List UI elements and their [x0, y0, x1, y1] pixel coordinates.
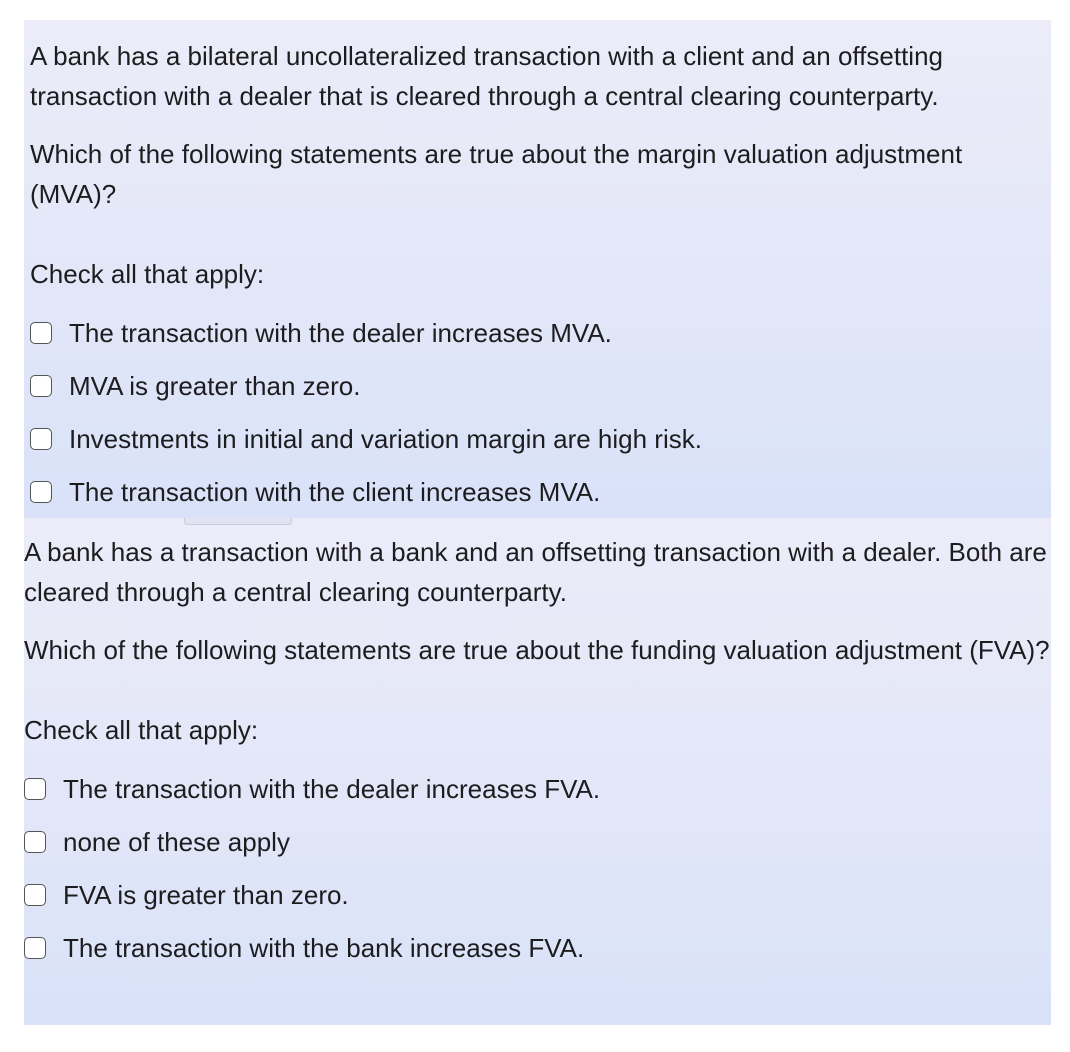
checkbox[interactable] [24, 831, 46, 853]
question-1-scenario: A bank has a bilateral uncollateralized transaction with a client and an offsetting transaction with a dealer that is cleared through a central clearing counterparty. [30, 41, 943, 111]
option-label: Investments in initial and variation margin are high risk. [69, 423, 702, 454]
question-1-options [30, 306, 1045, 518]
question-2-panel [24, 518, 1051, 1025]
checkbox[interactable] [24, 937, 46, 959]
question-2-scenario: A bank has a transaction with a bank and an offsetting transaction with a dealer. Both are cleared through a central clearing counterparty. [24, 537, 1047, 607]
question-1-option-2[interactable] [30, 359, 1045, 412]
panel-divider-tab [184, 518, 292, 525]
question-2-prompt: Which of the following statements are true about the funding valuation adjustment (FVA)? [24, 635, 1050, 665]
question-1-option-3[interactable] [30, 412, 1045, 465]
checkbox[interactable] [24, 884, 46, 906]
question-1-prompt: Which of the following statements are true about the margin valuation adjustment (MVA)? [30, 139, 963, 209]
checkbox[interactable] [30, 375, 52, 397]
checkbox[interactable] [24, 778, 46, 800]
question-2-option-1[interactable] [24, 762, 1051, 815]
question-1-instruction: Check all that apply: [30, 259, 265, 289]
checkbox[interactable] [30, 428, 52, 450]
question-2-option-4[interactable] [24, 921, 1051, 974]
option-label: FVA is greater than zero. [63, 879, 349, 910]
option-label: The transaction with the client increases MVA. [69, 476, 601, 507]
option-label: The transaction with the dealer increases FVA. [63, 773, 601, 804]
question-2-option-2[interactable] [24, 815, 1051, 868]
option-label: The transaction with the dealer increases MVA. [69, 317, 612, 348]
checkbox[interactable] [30, 322, 52, 344]
question-2-instruction: Check all that apply: [24, 715, 259, 745]
question-2-option-3[interactable] [24, 868, 1051, 921]
option-label: MVA is greater than zero. [69, 370, 361, 401]
checkbox[interactable] [30, 481, 52, 503]
question-1-panel [24, 20, 1051, 518]
question-1-option-4[interactable] [30, 465, 1045, 518]
question-2-options [24, 762, 1051, 974]
option-label: The transaction with the bank increases FVA. [63, 932, 585, 963]
option-label: none of these apply [63, 826, 290, 857]
question-1-option-1[interactable] [30, 306, 1045, 359]
